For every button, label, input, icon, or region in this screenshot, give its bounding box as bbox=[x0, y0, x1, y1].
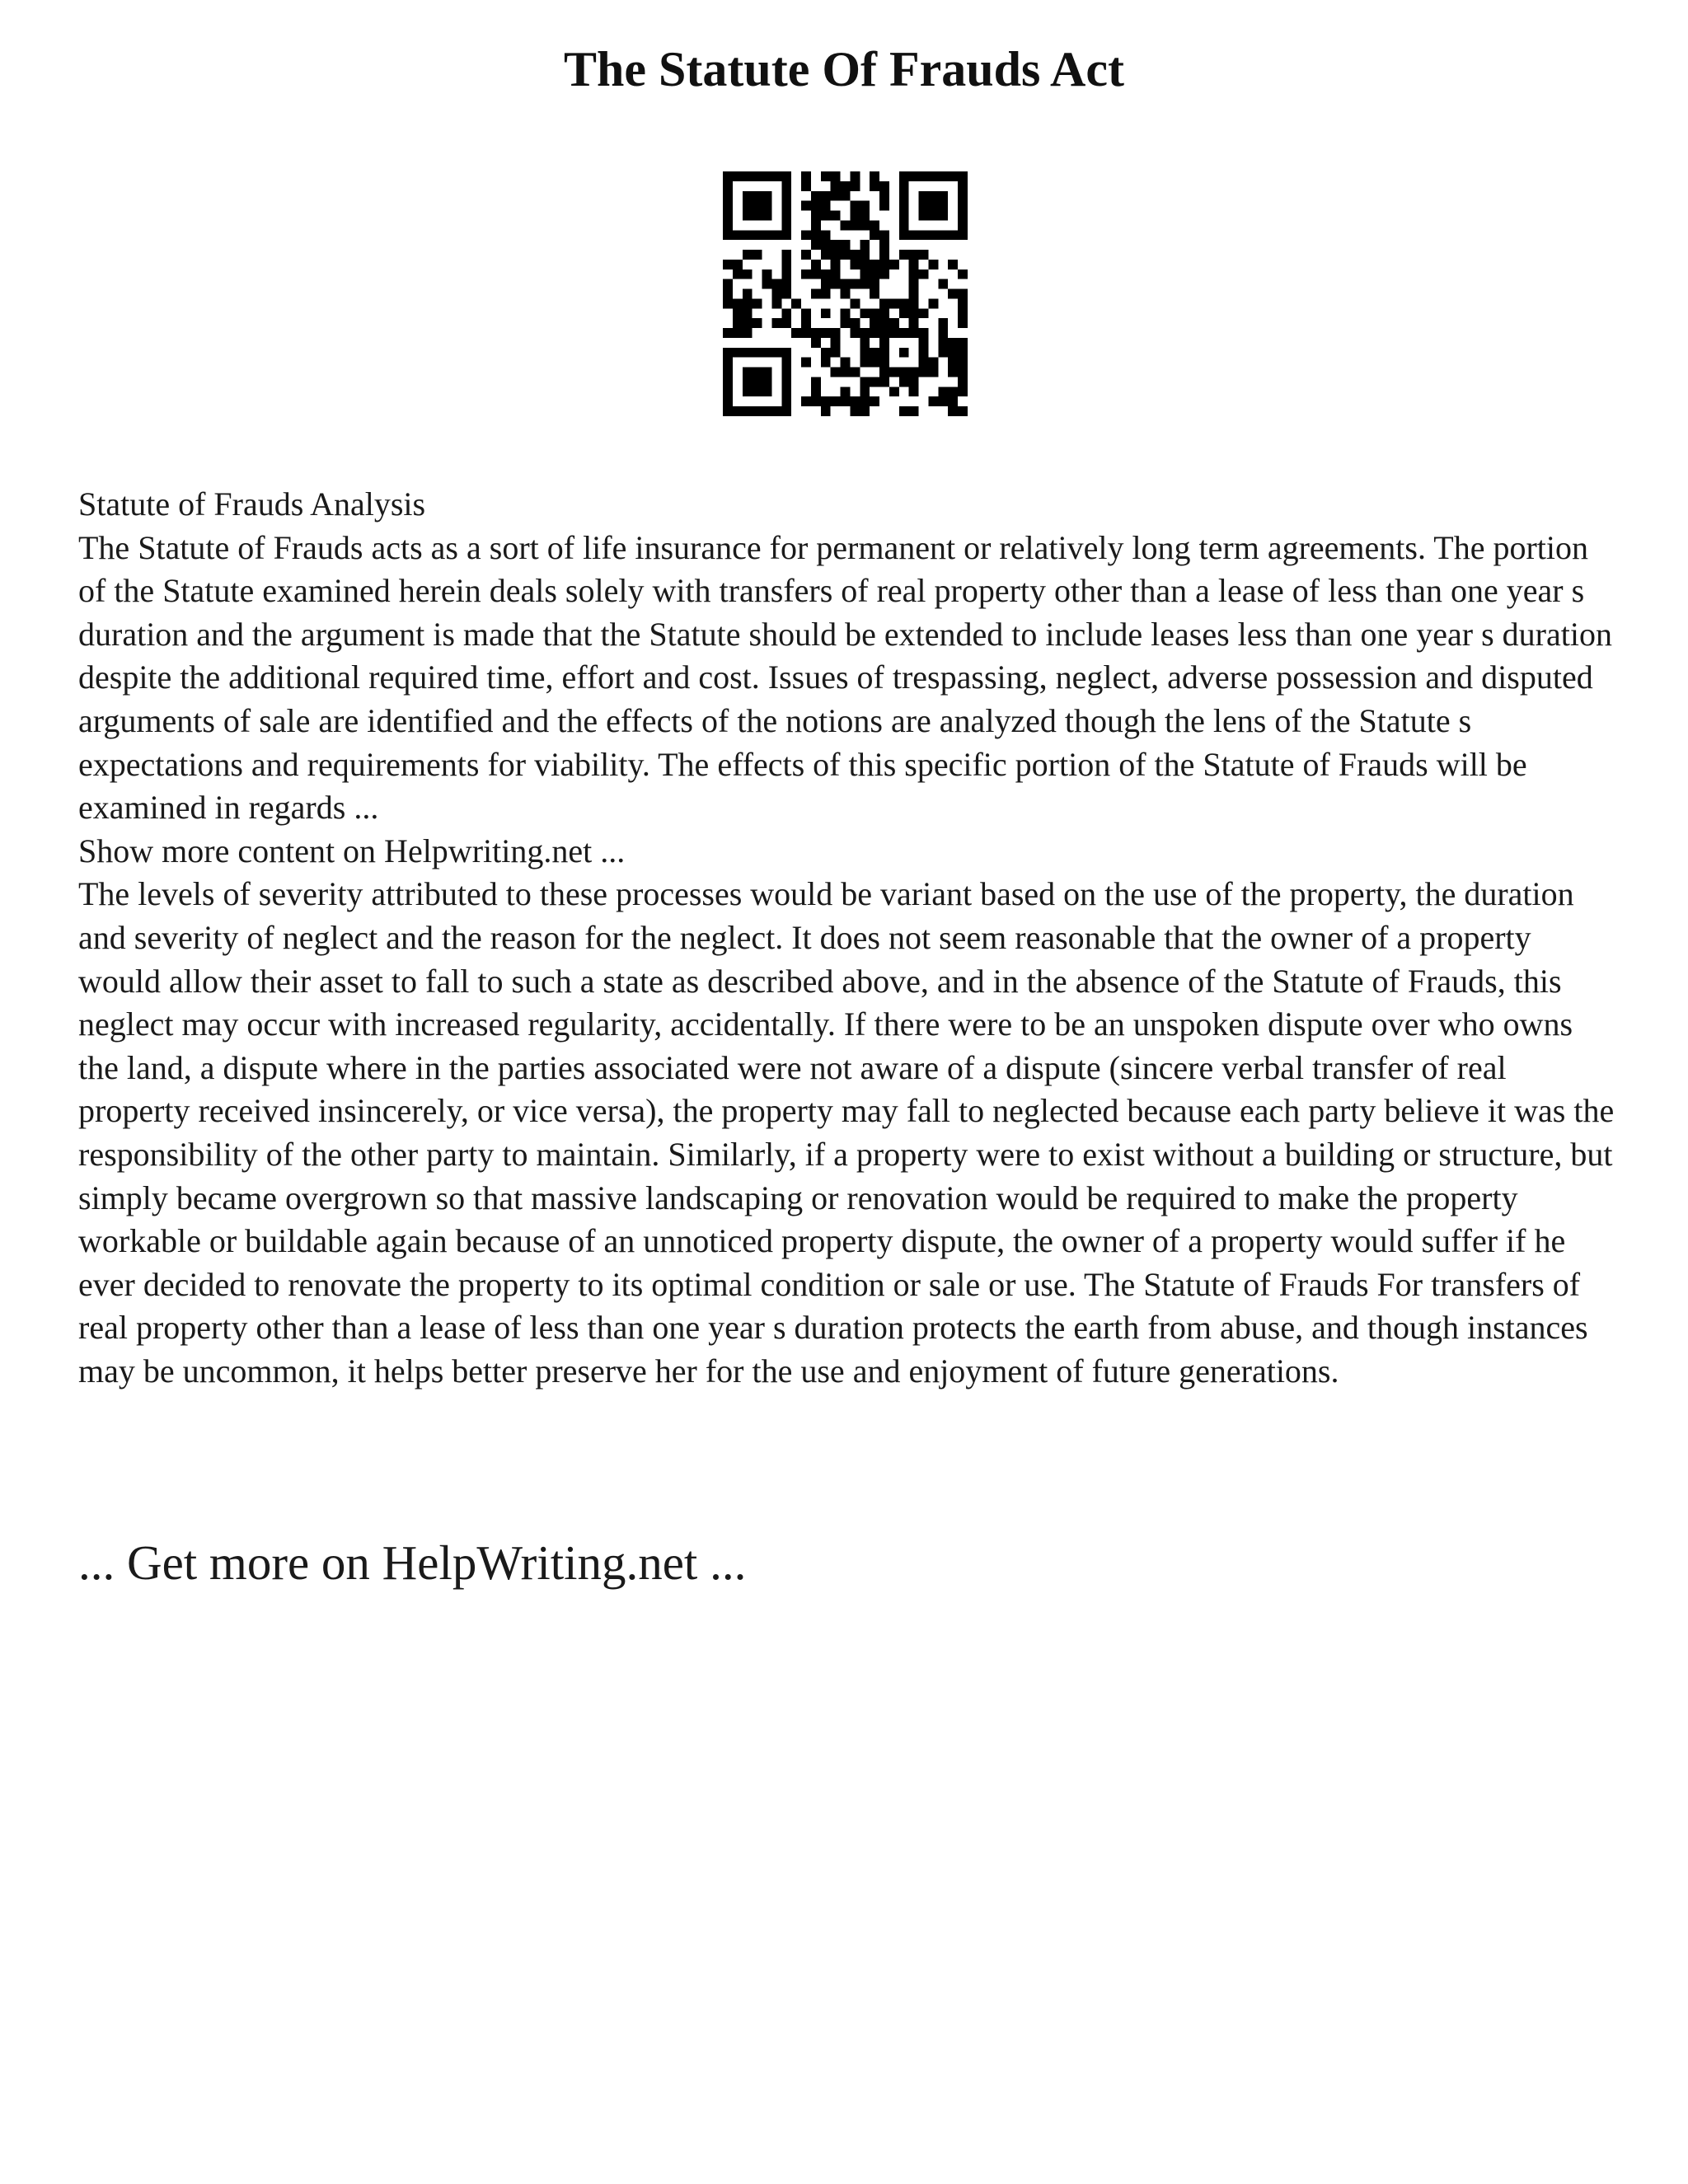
paragraph-intro: The Statute of Frauds acts as a sort of life insurance for permanent or relatively long term agreements. The portion of the Statute examined herein deals solely with transfers of real property other than a lease of less than one year s duration and the argument is made that the Statute should be extended to include leases less than one year s duration despite the additional required time, effort and cost. Issues of trespassing, neglect, adverse possession and disputed arguments of sale are identified and the effects of the notions are analyzed though the lens of the Statute s expectations and requirements for viability. The effects of this specific portion of the Statute of Frauds will be examined in regards ... bbox=[78, 528, 1612, 827]
get-more-link[interactable]: ... Get more on HelpWriting.net ... bbox=[78, 1535, 747, 1590]
page-title: The Statute Of Frauds Act bbox=[564, 42, 1124, 96]
show-more-link[interactable]: Show more content on Helpwriting.net ... bbox=[78, 832, 626, 869]
section-heading: Statute of Frauds Analysis bbox=[78, 485, 426, 523]
paragraph-analysis: The levels of severity attributed to these processes would be variant based on the use of the property, the duration and severity of neglect and the reason for the neglect. It does not seem reasonable that the owner of a property would allow their asset to fall to such a state as described above, and in the absence of the Statute of Frauds, this neglect may occur with increased regularity, accidentally. If there were to be an unspoken dispute over who owns the land, a dispute where in the parties associated were not aware of a dispute (sincere verbal transfer of real property received insincerely, or vice versa), the property may fall to neglected because each party believe it was the responsibility of the other party to maintain. Similarly, if a property were to exist without a building or structure, but simply became overgrown so that massive landscaping or renovation would be required to make the property workable or buildable again because of an unnoticed property dispute, the owner of a property would suffer if he ever decided to renovate the property to its optimal condition or sale or use. The Statute of Frauds For transfers of real property other than a lease of less than one year s duration protects the earth from abuse, and though instances may be uncommon, it helps better preserve her for the use and enjoyment of future generations. bbox=[78, 875, 1615, 1390]
qr-code-icon bbox=[723, 171, 968, 416]
article-body bbox=[78, 483, 1620, 1393]
